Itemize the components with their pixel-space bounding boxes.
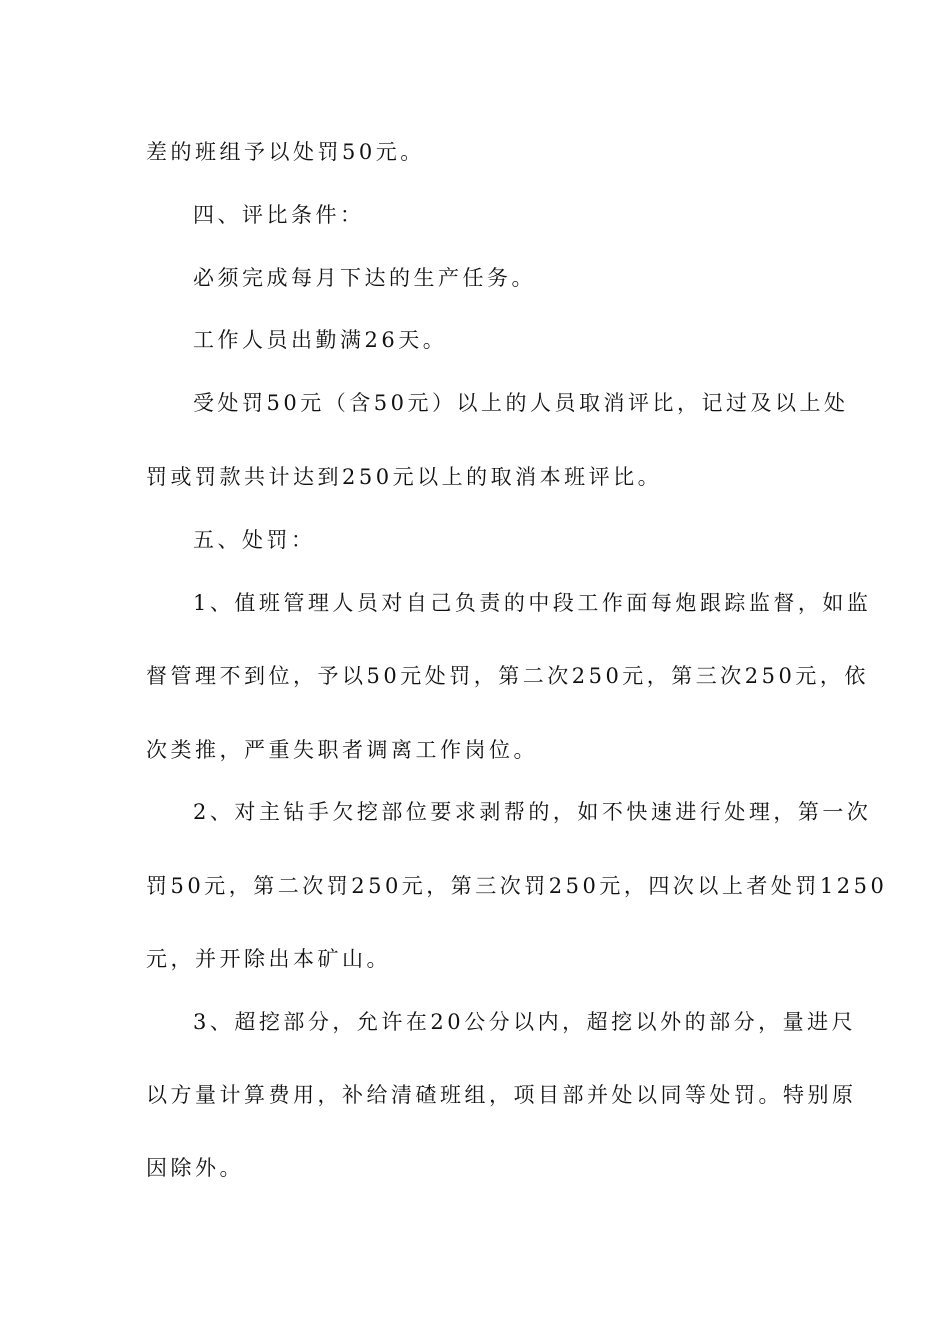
paragraph-line: 1、值班管理人员对自己负责的中段工作面每炮跟踪监督，如监 (193, 591, 872, 615)
paragraph-line: 罚或罚款共计达到250元以上的取消本班评比。 (146, 465, 663, 489)
paragraph-line: 以方量计算费用，补给清碴班组，项目部并处以同等处罚。特别原 (146, 1083, 857, 1107)
paragraph-line: 工作人员出勤满26天。 (193, 328, 448, 352)
paragraph-line: 元，并开除出本矿山。 (146, 947, 391, 971)
paragraph-line: 受处罚50元（含50元）以上的人员取消评比，记过及以上处 (193, 391, 849, 415)
paragraph-line: 差的班组予以处罚50元。 (146, 140, 425, 164)
paragraph-line: 罚50元，第二次罚250元，第三次罚250元，四次以上者处罚1250 (146, 874, 888, 898)
paragraph-line: 次类推，严重失职者调离工作岗位。 (146, 738, 538, 762)
paragraph-line: 因除外。 (146, 1156, 244, 1180)
paragraph-line: 督管理不到位，予以50元处罚，第二次250元，第三次250元，依 (146, 664, 869, 688)
paragraph-line: 必须完成每月下达的生产任务。 (193, 266, 536, 290)
paragraph-line: 2、对主钻手欠挖部位要求剥帮的，如不快速进行处理，第一次 (193, 800, 872, 824)
section-heading: 五、处罚： (193, 528, 316, 552)
section-heading: 四、评比条件： (193, 203, 365, 227)
paragraph-line: 3、超挖部分，允许在20公分以内，超挖以外的部分，量进尺 (193, 1010, 857, 1034)
